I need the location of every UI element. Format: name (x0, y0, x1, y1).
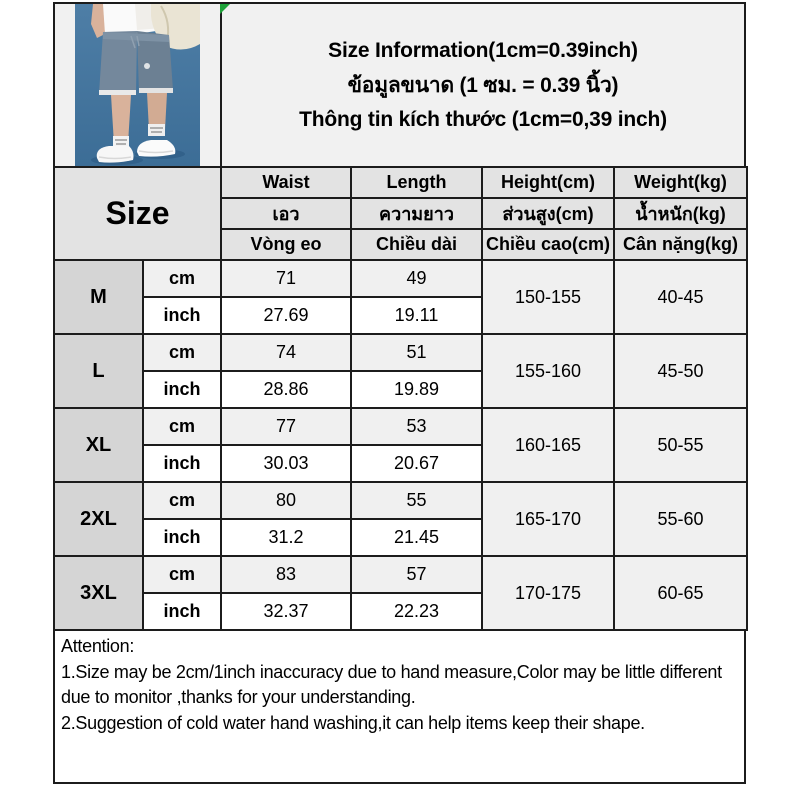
attention-title: Attention: (61, 636, 135, 656)
unit-inch: inch (143, 371, 221, 408)
attention-line-1: 1.Size may be 2cm/1inch inaccuracy due to hand measure,Color may be little different due to monitor ,thanks for your understanding. (61, 661, 722, 708)
header-height-th: ส่วนสูง(cm) (482, 198, 614, 229)
header-weight-en: Weight(kg) (614, 167, 747, 198)
table-row (54, 334, 747, 371)
unit-inch: inch (143, 593, 221, 630)
l-waist-cm: 74 (221, 334, 351, 371)
table-row (54, 556, 747, 593)
title-block (222, 4, 744, 166)
size-m-label: M (54, 260, 143, 334)
header-length-th: ความยาว (351, 198, 482, 229)
top-section (53, 2, 746, 168)
attention-line-2: 2.Suggestion of cold water hand washing,it can help items keep their shape. (61, 712, 645, 733)
xl-waist-inch: 30.03 (221, 445, 351, 482)
header-waist-en: Waist (221, 167, 351, 198)
unit-inch: inch (143, 445, 221, 482)
l-weight-range: 45-50 (614, 334, 747, 408)
size-2xl-label: 2XL (54, 482, 143, 556)
xl-weight-range: 50-55 (614, 408, 747, 482)
2xl-weight-range: 55-60 (614, 482, 747, 556)
right-shoe (137, 140, 175, 157)
xl-length-inch: 20.67 (351, 445, 482, 482)
header-height-en: Height(cm) (482, 167, 614, 198)
m-waist-cm: 71 (221, 260, 351, 297)
3xl-waist-inch: 32.37 (221, 593, 351, 630)
xl-length-cm: 53 (351, 408, 482, 445)
product-photo (75, 4, 200, 166)
header-length-en: Length (351, 167, 482, 198)
3xl-length-inch: 22.23 (351, 593, 482, 630)
size-3xl-label: 3XL (54, 556, 143, 630)
size-l-label: L (54, 334, 143, 408)
3xl-height-range: 170-175 (482, 556, 614, 630)
unit-inch: inch (143, 519, 221, 556)
header-row-english (54, 167, 747, 198)
2xl-height-range: 165-170 (482, 482, 614, 556)
xl-waist-cm: 77 (221, 408, 351, 445)
title-english: Size Information(1cm=0.39inch) (328, 38, 638, 62)
header-weight-th: น้ำหนัก(kg) (614, 198, 747, 229)
xl-height-range: 160-165 (482, 408, 614, 482)
table-row (54, 260, 747, 297)
unit-cm: cm (143, 334, 221, 371)
header-waist-th: เอว (221, 198, 351, 229)
header-height-vi: Chiều cao(cm) (482, 229, 614, 260)
header-length-vi: Chiều dài (351, 229, 482, 260)
attention-note (53, 629, 746, 784)
table-row (54, 482, 747, 519)
unit-cm: cm (143, 260, 221, 297)
header-waist-vi: Vòng eo (221, 229, 351, 260)
l-length-inch: 19.89 (351, 371, 482, 408)
title-vietnamese: Thông tin kích thước (1cm=0,39 inch) (299, 107, 667, 131)
m-length-inch: 19.11 (351, 297, 482, 334)
l-length-cm: 51 (351, 334, 482, 371)
2xl-waist-cm: 80 (221, 482, 351, 519)
l-waist-inch: 28.86 (221, 371, 351, 408)
unit-cm: cm (143, 482, 221, 519)
unit-cm: cm (143, 408, 221, 445)
size-table (53, 166, 748, 631)
size-chart-sheet (53, 2, 746, 784)
right-sock (148, 124, 165, 136)
m-length-cm: 49 (351, 260, 482, 297)
size-header: Size (54, 167, 221, 260)
m-waist-inch: 27.69 (221, 297, 351, 334)
m-height-range: 150-155 (482, 260, 614, 334)
size-xl-label: XL (54, 408, 143, 482)
header-weight-vi: Cân nặng(kg) (614, 229, 747, 260)
3xl-length-cm: 57 (351, 556, 482, 593)
shorts-left-leg (99, 31, 137, 94)
2xl-length-cm: 55 (351, 482, 482, 519)
unit-cm: cm (143, 556, 221, 593)
2xl-length-inch: 21.45 (351, 519, 482, 556)
3xl-waist-cm: 83 (221, 556, 351, 593)
unit-inch: inch (143, 297, 221, 334)
product-photo-cell (55, 4, 222, 166)
title-thai: ข้อมูลขนาด (1 ซม. = 0.39 นิ้ว) (347, 73, 619, 97)
3xl-weight-range: 60-65 (614, 556, 747, 630)
left-shoe (97, 146, 134, 163)
m-weight-range: 40-45 (614, 260, 747, 334)
l-height-range: 155-160 (482, 334, 614, 408)
table-row (54, 408, 747, 445)
2xl-waist-inch: 31.2 (221, 519, 351, 556)
